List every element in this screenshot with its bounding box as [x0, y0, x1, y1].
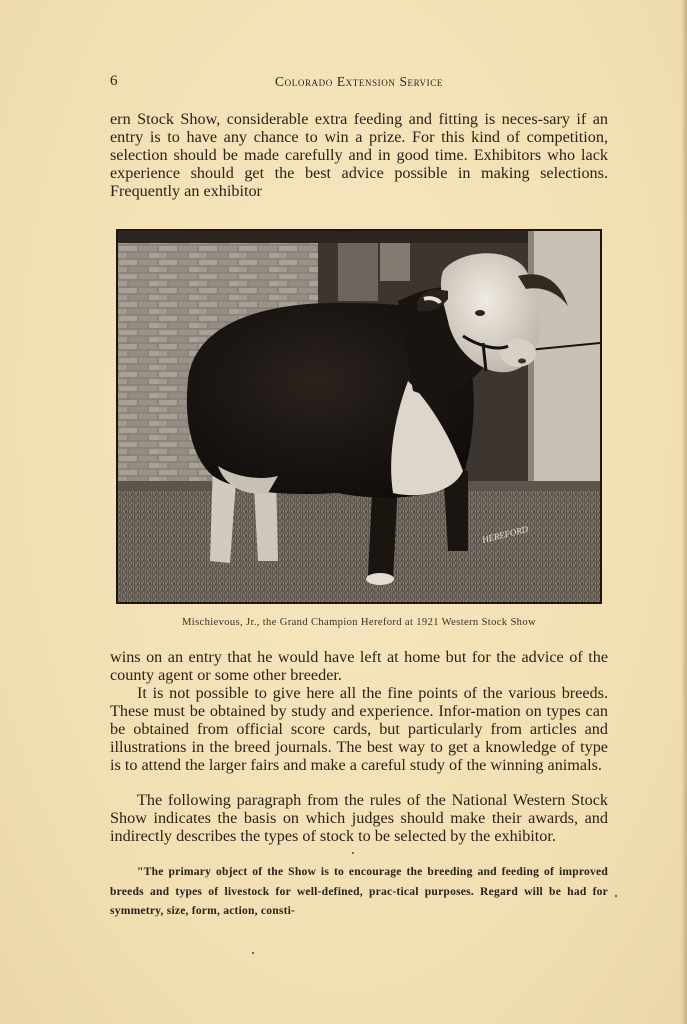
page-number: 6 — [110, 73, 118, 89]
paper-speck — [615, 895, 617, 897]
figure-caption: Mischievous, Jr., the Grand Champion Hereford at 1921 Western Stock Show — [182, 617, 536, 628]
running-head: Colorado Extension Service — [275, 74, 443, 89]
photo-signature: HEREFORD — [481, 523, 530, 545]
paragraph-after-figure: wins on an entry that he would have left at home but for the advice of the county agent or some other breeder. — [110, 648, 608, 685]
paper-speck — [252, 952, 254, 954]
paragraph-fine-points: It is not possible to give here all the fine points of the various breeds. These must be obtained by study and experience. Infor-mation on types can be obtained from official score cards, but particularly from articles and illustrations in the breed journals. The best way to get a knowledge of type is to attend the larger fairs and make a careful study of the winning animals. — [110, 684, 608, 775]
paper-speck — [352, 852, 354, 854]
page-edge-shadow — [681, 0, 687, 1024]
paragraph-continued: ern Stock Show, considerable extra feeding and fitting is neces-sary if an entry is to have any chance to win a prize. For this kind of competition, selection should be made carefully and in good time. Exhibitors who lack experience should get the best advice possible in making selections. Frequently an exhibitor — [110, 110, 608, 201]
hereford-bull-photo — [116, 229, 602, 604]
photo-illustration — [118, 231, 600, 602]
rules-quote: "The primary object of the Show is to encourage the breeding and feeding of improved breeds and types of livestock for well-defined, prac-tical purposes. Regard will be had for symmetry, size, form, action, consti- — [110, 865, 608, 917]
paragraph-following: The following paragraph from the rules of the National Western Stock Show indicates the basis on which judges should make their awards, and indirectly describes the types of stock to be selected by the exhibitor. — [110, 791, 608, 846]
page-header — [110, 73, 608, 95]
